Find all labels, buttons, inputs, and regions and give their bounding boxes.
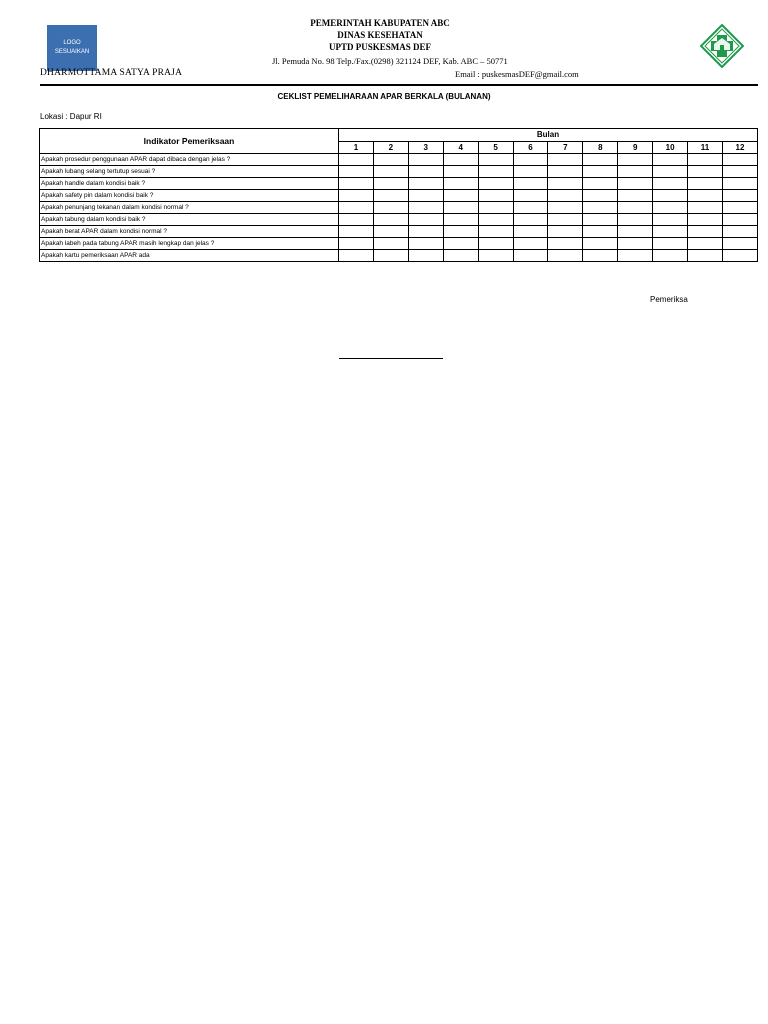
month-group-header: Bulan [339,129,758,142]
check-cell[interactable] [408,226,443,238]
month-header: 3 [408,141,443,154]
check-cell[interactable] [722,226,757,238]
month-header: 7 [548,141,583,154]
check-cell[interactable] [548,226,583,238]
logo-text-line2: SESUAIKAN [54,49,90,55]
month-header: 11 [688,141,723,154]
check-cell[interactable] [513,238,548,250]
check-cell[interactable] [583,238,618,250]
check-cell[interactable] [513,226,548,238]
check-cell[interactable] [548,154,583,166]
check-cell[interactable] [478,226,513,238]
email: Email : puskesmasDEF@gmail.com [455,69,579,79]
check-cell[interactable] [408,166,443,178]
inspector-label: Pemeriksa [650,295,688,304]
check-cell[interactable] [478,202,513,214]
check-cell[interactable] [443,190,478,202]
table-row [40,190,758,202]
check-cell[interactable] [653,226,688,238]
check-cell[interactable] [583,190,618,202]
indicator-text: Apakah labeh pada tabung APAR masih lengkap dan jelas ? [40,238,339,250]
check-cell[interactable] [688,190,723,202]
check-cell[interactable] [548,214,583,226]
check-cell[interactable] [339,154,374,166]
check-cell[interactable] [548,178,583,190]
check-cell[interactable] [722,178,757,190]
check-cell[interactable] [373,154,408,166]
check-cell[interactable] [583,154,618,166]
logo-text-line1: LOGO [63,40,81,46]
check-cell[interactable] [408,154,443,166]
check-cell[interactable] [653,238,688,250]
address: Jl. Pemuda No. 98 Telp./Fax.(0298) 321124 DEF, Kab. ABC – 50771 [272,56,508,66]
check-cell[interactable] [408,214,443,226]
indicator-text: Apakah lubang selang tertutup sesuai ? [40,166,339,178]
indicator-header: Indikator Pemeriksaan [40,129,339,154]
check-cell[interactable] [618,226,653,238]
table-row [40,226,758,238]
check-cell[interactable] [688,214,723,226]
department-name: DINAS KESEHATAN [337,30,423,40]
month-header: 5 [478,141,513,154]
indicator-text: Apakah tabung dalam kondisi baik ? [40,214,339,226]
header-divider [40,84,758,86]
motto: DHARMOTTAMA SATYA PRAJA [40,68,183,78]
check-cell[interactable] [583,178,618,190]
check-cell[interactable] [339,190,374,202]
month-header: 10 [653,141,688,154]
check-cell[interactable] [583,166,618,178]
check-cell[interactable] [722,214,757,226]
check-cell[interactable] [653,166,688,178]
check-cell[interactable] [653,154,688,166]
check-cell[interactable] [618,238,653,250]
check-cell[interactable] [513,166,548,178]
month-header: 6 [513,141,548,154]
table-row [40,154,758,166]
check-cell[interactable] [339,214,374,226]
month-header: 8 [583,141,618,154]
check-cell[interactable] [653,178,688,190]
check-cell[interactable] [583,202,618,214]
check-cell[interactable] [478,250,513,262]
check-cell[interactable] [513,202,548,214]
check-cell[interactable] [618,178,653,190]
check-cell[interactable] [408,238,443,250]
check-cell[interactable] [443,154,478,166]
check-cell[interactable] [688,226,723,238]
check-cell[interactable] [513,250,548,262]
check-cell[interactable] [443,202,478,214]
check-cell[interactable] [373,178,408,190]
check-cell[interactable] [339,166,374,178]
check-cell[interactable] [722,154,757,166]
check-cell[interactable] [373,202,408,214]
check-cell[interactable] [443,178,478,190]
signature-line [339,358,443,359]
check-cell[interactable] [618,214,653,226]
check-cell[interactable] [513,190,548,202]
check-cell[interactable] [408,250,443,262]
check-cell[interactable] [688,166,723,178]
check-cell[interactable] [478,154,513,166]
check-cell[interactable] [408,178,443,190]
table-row [40,202,758,214]
check-cell[interactable] [478,178,513,190]
check-cell[interactable] [618,154,653,166]
check-cell[interactable] [722,250,757,262]
check-cell[interactable] [373,238,408,250]
check-cell[interactable] [688,154,723,166]
check-cell[interactable] [618,202,653,214]
document-title: CEKLIST PEMELIHARAAN APAR BERKALA (BULANAN) [277,92,491,101]
indicator-text: Apakah kartu pemeriksaan APAR ada [40,250,339,262]
checklist-table [39,128,758,262]
check-cell[interactable] [722,166,757,178]
table-row [40,238,758,250]
check-cell[interactable] [583,250,618,262]
check-cell[interactable] [653,190,688,202]
month-header: 9 [618,141,653,154]
check-cell[interactable] [548,250,583,262]
location-label: Lokasi : Dapur RI [40,112,102,121]
check-cell[interactable] [722,190,757,202]
month-header: 12 [722,141,757,154]
check-cell[interactable] [443,226,478,238]
placeholder-logo [47,25,97,71]
check-cell[interactable] [583,226,618,238]
month-header: 1 [339,141,374,154]
check-cell[interactable] [478,190,513,202]
check-cell[interactable] [478,238,513,250]
check-cell[interactable] [688,250,723,262]
table-row [40,166,758,178]
check-cell[interactable] [408,190,443,202]
government-name: PEMERINTAH KABUPATEN ABC [310,18,450,28]
check-cell[interactable] [339,238,374,250]
check-cell[interactable] [548,166,583,178]
check-cell[interactable] [722,202,757,214]
table-row [40,250,758,262]
check-cell[interactable] [443,250,478,262]
check-cell[interactable] [688,238,723,250]
check-cell[interactable] [339,202,374,214]
check-cell[interactable] [408,202,443,214]
check-cell[interactable] [443,166,478,178]
check-cell[interactable] [513,154,548,166]
check-cell[interactable] [443,214,478,226]
check-cell[interactable] [618,190,653,202]
indicator-text: Apakah penunjang tekanan dalam kondisi normal ? [40,202,339,214]
indicator-text: Apakah prosedur penggunaan APAR dapat dibaca dengan jelas ? [40,154,339,166]
check-cell[interactable] [722,238,757,250]
check-cell[interactable] [373,190,408,202]
check-cell[interactable] [548,202,583,214]
indicator-text: Apakah safety pin dalam kondisi baik ? [40,190,339,202]
check-cell[interactable] [373,214,408,226]
check-cell[interactable] [653,250,688,262]
check-cell[interactable] [373,250,408,262]
puskesmas-logo-icon [700,24,744,68]
check-cell[interactable] [339,178,374,190]
month-header: 2 [373,141,408,154]
month-header: 4 [443,141,478,154]
table-row [40,178,758,190]
check-cell[interactable] [653,214,688,226]
check-cell[interactable] [548,190,583,202]
check-cell[interactable] [478,166,513,178]
unit-name: UPTD PUSKESMAS DEF [328,42,431,52]
check-cell[interactable] [339,250,374,262]
indicator-text: Apakah handle dalam kondisi baik ? [40,178,339,190]
indicator-text: Apakah berat APAR dalam kondisi normal ? [40,226,339,238]
check-cell[interactable] [373,226,408,238]
check-cell[interactable] [618,250,653,262]
check-cell[interactable] [478,214,513,226]
check-cell[interactable] [513,214,548,226]
check-cell[interactable] [513,178,548,190]
check-cell[interactable] [688,178,723,190]
table-row [40,214,758,226]
check-cell[interactable] [618,166,653,178]
check-cell[interactable] [583,214,618,226]
check-cell[interactable] [339,226,374,238]
check-cell[interactable] [548,238,583,250]
check-cell[interactable] [688,202,723,214]
check-cell[interactable] [653,202,688,214]
check-cell[interactable] [443,238,478,250]
check-cell[interactable] [373,166,408,178]
